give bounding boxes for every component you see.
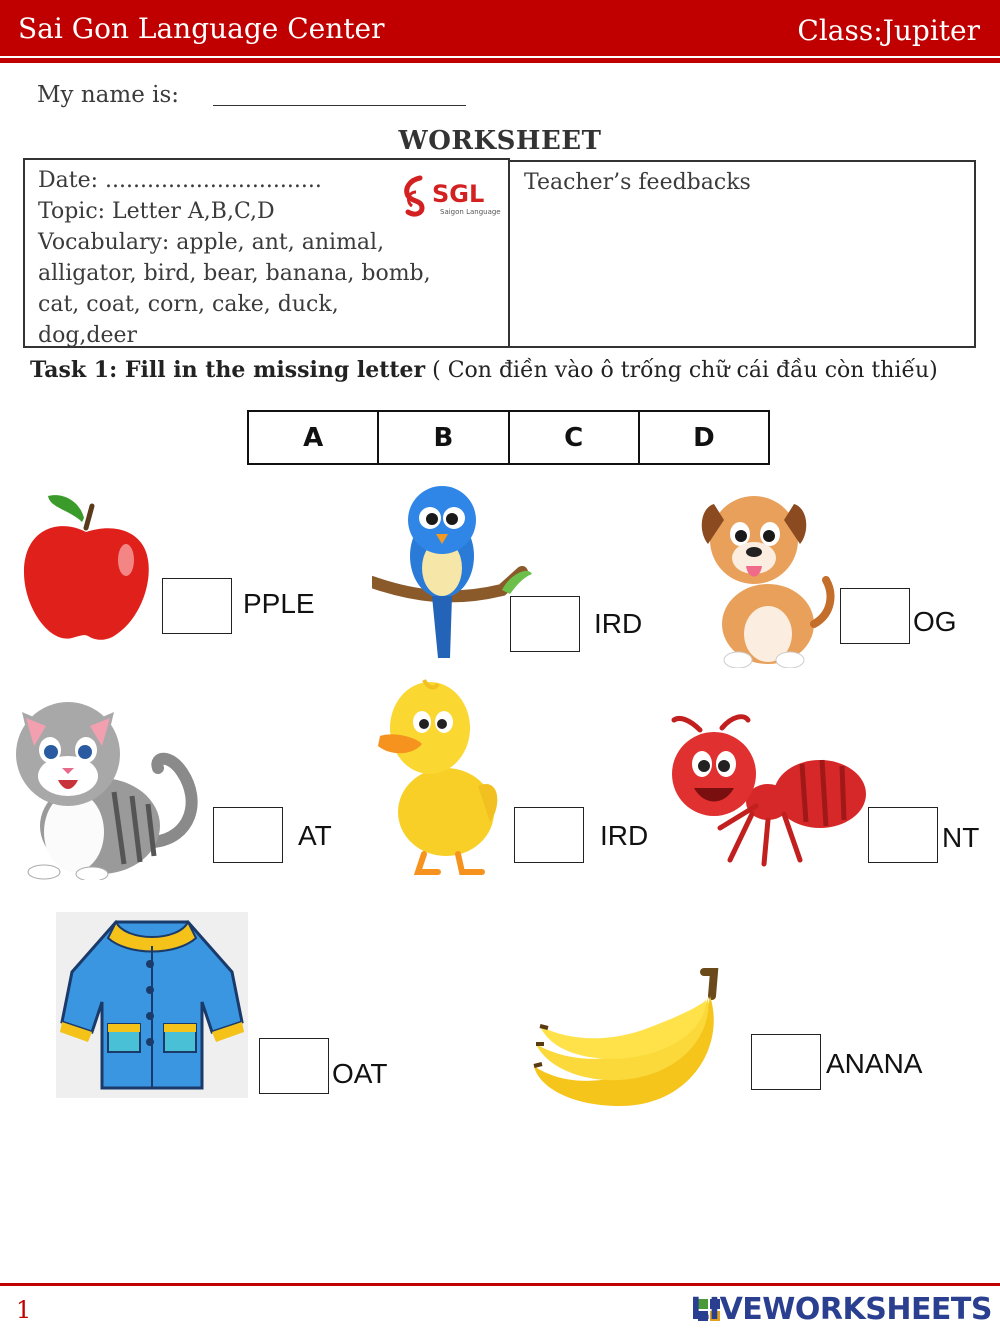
vocab-line: dog,deer xyxy=(38,323,138,348)
answer-box[interactable] xyxy=(840,588,910,644)
word-label: PPLE xyxy=(243,588,315,619)
coat-icon xyxy=(56,912,248,1098)
answer-box[interactable] xyxy=(510,596,580,652)
liveworksheets-brand: LIVEWORKSHEETS xyxy=(690,1292,992,1327)
letter-cell: B xyxy=(379,412,509,463)
answer-box[interactable] xyxy=(213,807,283,863)
name-input-line[interactable] xyxy=(213,105,466,106)
logo-subtext: Saigon Language xyxy=(440,208,501,216)
vocab-line: Vocabulary: apple, ant, animal, xyxy=(38,230,385,255)
task-description: ( Con điền vào ô trống chữ cái đầu còn thiếu) xyxy=(425,358,938,383)
header-divider xyxy=(0,58,1000,63)
header-bar xyxy=(0,0,1000,56)
cat-icon xyxy=(4,692,204,880)
footer-divider xyxy=(0,1283,1000,1286)
vocab-line: cat, coat, corn, cake, duck, xyxy=(38,292,339,317)
word-label: IRD xyxy=(600,820,649,851)
answer-box[interactable] xyxy=(868,807,938,863)
bird-icon xyxy=(372,486,532,658)
banana-icon xyxy=(530,966,724,1110)
answer-box[interactable] xyxy=(514,807,584,863)
center-name: Sai Gon Language Center xyxy=(18,12,385,45)
date-line: Date: ............................... xyxy=(38,168,322,193)
name-label: My name is: xyxy=(37,82,180,108)
task-instruction xyxy=(30,354,980,387)
dog-icon xyxy=(694,484,836,668)
answer-box[interactable] xyxy=(751,1034,821,1090)
feedback-box xyxy=(508,160,976,348)
word-label: OAT xyxy=(332,1058,388,1089)
word-label: NT xyxy=(942,822,980,853)
word-label: AT xyxy=(298,820,332,851)
word-label: ANANA xyxy=(826,1048,923,1079)
page-number: 1 xyxy=(16,1296,32,1324)
word-label: IRD xyxy=(594,608,643,639)
task-title: Task 1: Fill in the missing letter xyxy=(30,357,426,383)
answer-box[interactable] xyxy=(162,578,232,634)
letter-cell: C xyxy=(510,412,640,463)
duck-icon xyxy=(372,676,504,878)
class-label: Class:Jupiter xyxy=(797,14,980,47)
letters-table xyxy=(247,410,770,465)
letter-cell: D xyxy=(693,422,715,453)
sgl-logo xyxy=(400,170,504,220)
apple-icon xyxy=(20,488,154,644)
ant-icon xyxy=(660,710,870,868)
topic-line: Topic: Letter A,B,C,D xyxy=(38,199,275,224)
letter-cell: A xyxy=(249,412,379,463)
feedback-label: Teacher’s feedbacks xyxy=(524,170,751,195)
vocab-line: alligator, bird, bear, banana, bomb, xyxy=(38,261,431,286)
logo-text: SGL xyxy=(432,180,485,208)
answer-box[interactable] xyxy=(259,1038,329,1094)
word-label: OG xyxy=(913,606,957,637)
worksheet-title: WORKSHEET xyxy=(398,126,602,156)
